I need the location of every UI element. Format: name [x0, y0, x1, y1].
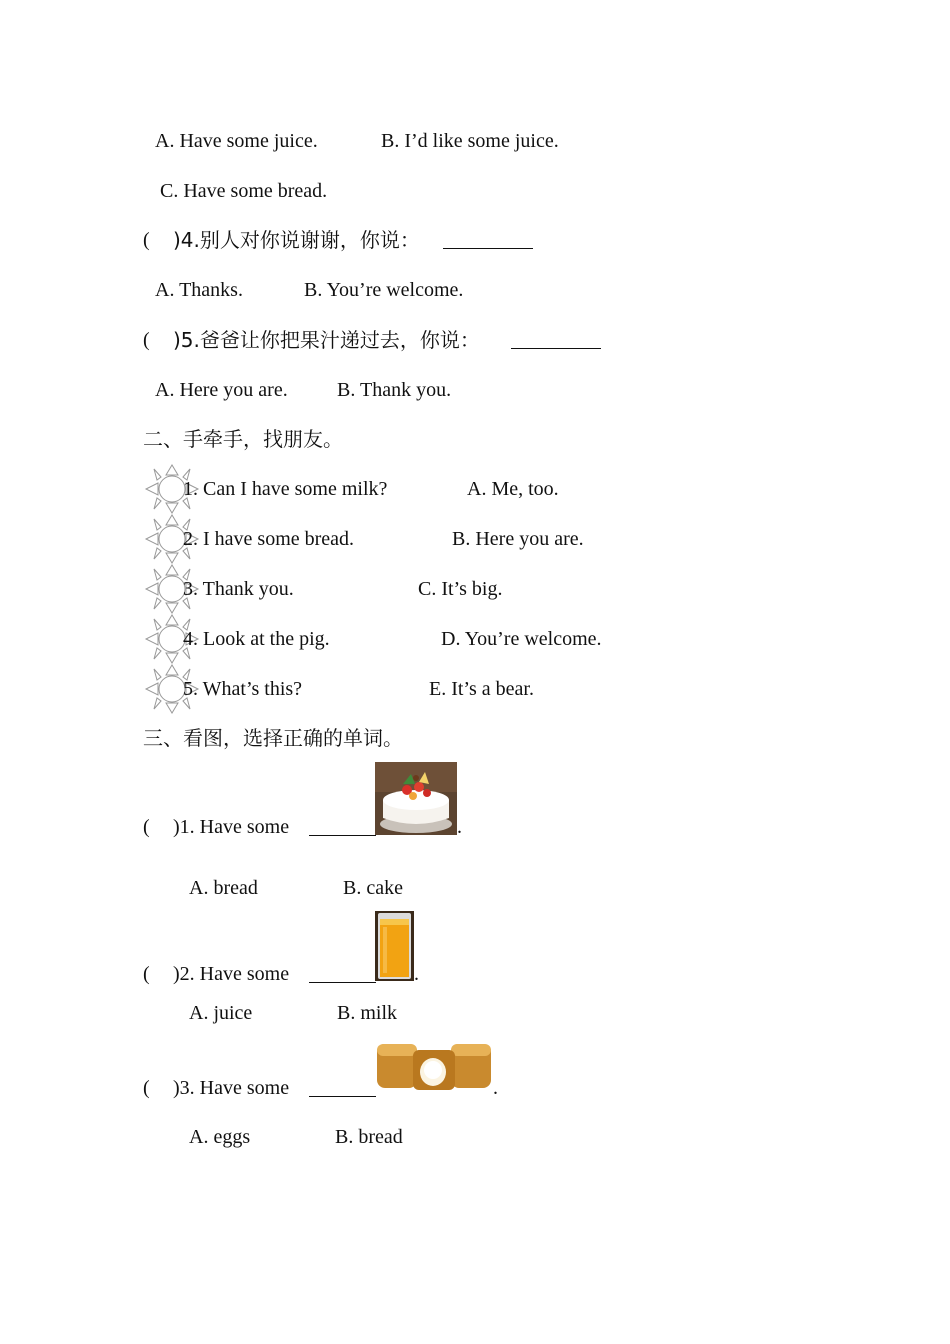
match-right-a[interactable]: A. Me, too.: [467, 478, 559, 500]
q3-option-c: C. Have some bread.: [160, 180, 328, 202]
q4-paren: (: [143, 229, 150, 251]
juice-image: [375, 911, 414, 981]
p3-q1-option-a: A. bread: [189, 877, 258, 899]
cake-image: [375, 762, 457, 835]
match-right-c[interactable]: C. It’s big.: [418, 578, 503, 600]
q4-option-b: B. You’re welcome.: [304, 279, 464, 301]
match-left-5[interactable]: 5. What’s this?: [183, 678, 303, 700]
q5-paren: (: [143, 329, 150, 351]
match-right-d[interactable]: D. You’re welcome.: [441, 628, 602, 650]
p3-q1-option-b: B. cake: [343, 877, 403, 899]
p3-q2-option-b: B. milk: [337, 1002, 398, 1024]
p3-q2-period: .: [414, 963, 419, 985]
match-right-e[interactable]: E. It’s a bear.: [429, 678, 534, 700]
p3-q3-paren: (: [143, 1077, 150, 1099]
q4-answer-blank[interactable]: [443, 230, 533, 249]
match-right-b[interactable]: B. Here you are.: [452, 528, 584, 550]
q4-question: )4.别人对你说谢谢，你说：: [173, 228, 420, 252]
p3-q2-paren: (: [143, 963, 150, 985]
q5-option-a: A. Here you are.: [155, 379, 288, 401]
match-left-3[interactable]: 3. Thank you.: [183, 578, 294, 600]
q3-option-b: B. I’d like some juice.: [381, 130, 559, 152]
q3-option-a: A. Have some juice.: [155, 130, 318, 152]
p3-q1-paren: (: [143, 816, 150, 838]
part3-heading: 三、看图，选择正确的单词。: [143, 726, 403, 750]
q4-option-a: A. Thanks.: [155, 279, 243, 301]
part2-heading: 二、手牵手，找朋友。: [143, 427, 343, 451]
match-left-1[interactable]: 1. Can I have some milk?: [183, 478, 388, 500]
p3-q1-period: .: [457, 816, 462, 838]
p3-q3-blank[interactable]: [309, 1078, 376, 1097]
q5-answer-blank[interactable]: [511, 330, 601, 349]
match-left-4[interactable]: 4. Look at the pig.: [183, 628, 330, 650]
p3-q2-text: )2. Have some: [173, 963, 290, 985]
p3-q2-blank[interactable]: [309, 964, 376, 983]
match-left-2[interactable]: 2. I have some bread.: [183, 528, 355, 550]
p3-q3-option-b: B. bread: [335, 1126, 403, 1148]
q5-question: )5.爸爸让你把果汁递过去，你说：: [173, 328, 480, 352]
p3-q1-text: )1. Have some: [173, 816, 290, 838]
bread-image: [375, 1036, 493, 1094]
p3-q3-option-a: A. eggs: [189, 1126, 251, 1148]
p3-q3-text: )3. Have some: [173, 1077, 290, 1099]
p3-q2-option-a: A. juice: [189, 1002, 253, 1024]
q5-option-b: B. Thank you.: [337, 379, 452, 401]
p3-q1-blank[interactable]: [309, 817, 376, 836]
p3-q3-period: .: [493, 1077, 498, 1099]
